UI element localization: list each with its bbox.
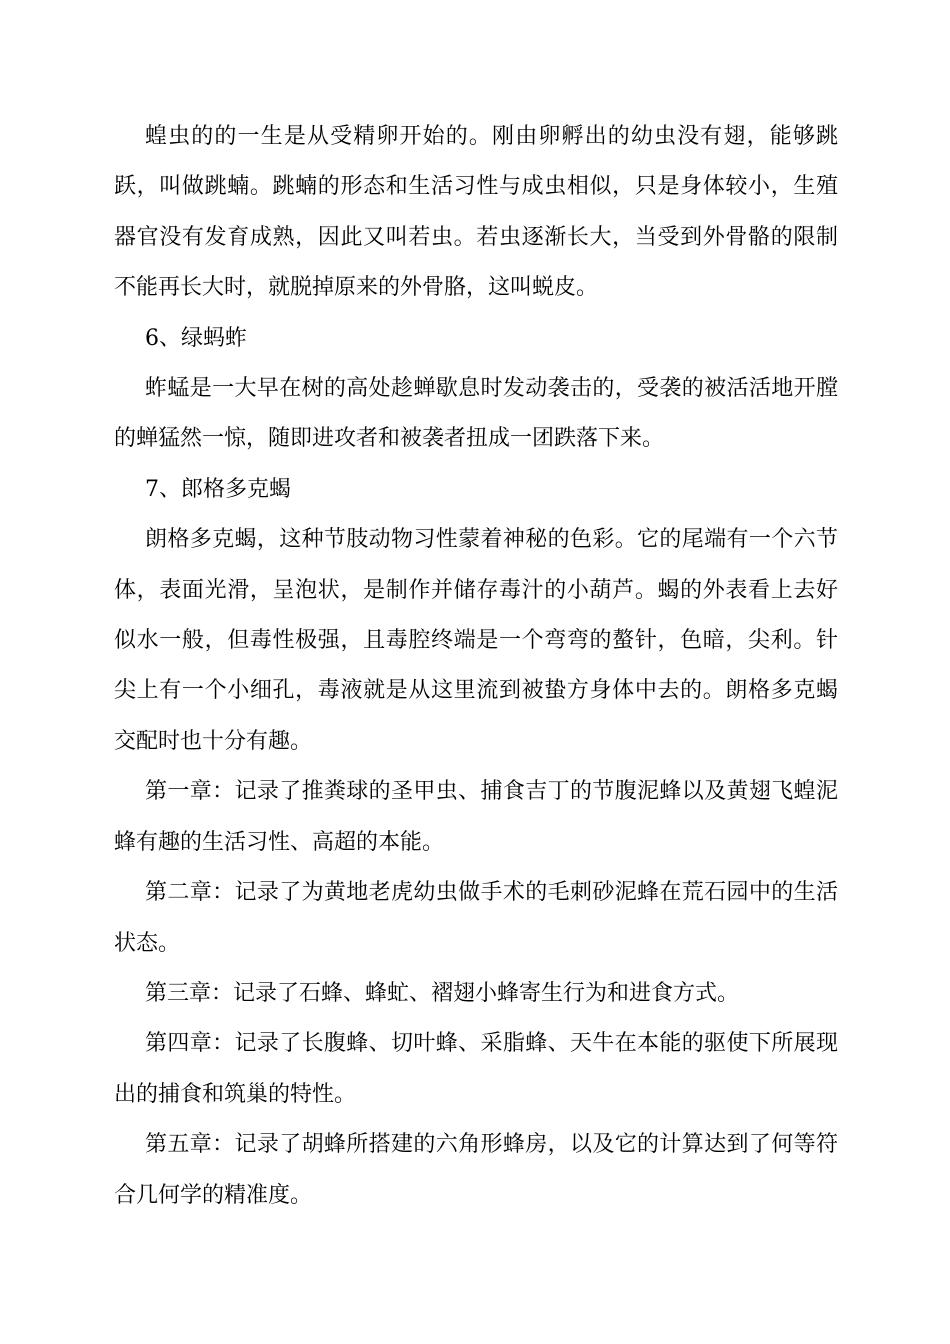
section-heading-languedoc-scorpion: 7、郎格多克蝎 xyxy=(145,476,291,502)
section-heading-green-grasshopper: 6、绿蚂蚱 xyxy=(145,325,247,351)
paragraph-chapter-two: 第二章：记录了为黄地老虎幼虫做手术的毛刺砂泥蜂在荒石园中的生活状态。 xyxy=(114,880,838,956)
paragraph-chapter-five: 第五章：记录了胡蜂所搭建的六角形蜂房，以及它的计算达到了何等符合几何学的精准度。 xyxy=(114,1132,838,1208)
paragraph-chapter-four: 第四章：记录了长腹蜂、切叶蜂、采脂蜂、天牛在本能的驱使下所展现出的捕食和筑巢的特性。 xyxy=(114,1031,838,1107)
paragraph-locust-life-cycle: 蝗虫的的一生是从受精卵开始的。刚由卵孵出的幼虫没有翅，能够跳跃，叫做跳蝻。跳蝻的形态和生活习性与成虫相似，只是身体较小，生殖器官没有发育成熟，因此又叫若虫。若虫逐渐长大，当受到外骨骼的限制不能再长大时，就脱掉原来的外骨胳，这叫蜕皮。 xyxy=(114,124,838,301)
paragraph-grasshopper-attack: 蚱蜢是一大早在树的高处趁蝉歇息时发动袭击的，受袭的被活活地开膛的蝉猛然一惊，随即进攻者和被袭者扭成一团跌落下来。 xyxy=(114,376,838,452)
paragraph-chapter-one: 第一章：记录了推粪球的圣甲虫、捕食吉丁的节腹泥蜂以及黄翅飞蝗泥蜂有趣的生活习性、高超的本能。 xyxy=(114,779,838,855)
paragraph-scorpion-description: 朗格多克蝎，这种节肢动物习性蒙着神秘的色彩。它的尾端有一个六节体，表面光滑，呈泡状，是制作并储存毒汁的小葫芦。蝎的外表看上去好似水一般，但毒性极强，且毒腔终端是一个弯弯的螯针，色暗，尖利。针尖上有一个小细孔，毒液就是从这里流到被蛰方身体中去的。朗格多克蝎交配时也十分有趣。 xyxy=(114,527,838,754)
paragraph-chapter-three: 第三章：记录了石蜂、蜂虻、褶翅小蜂寄生行为和进食方式。 xyxy=(145,980,740,1006)
document-body xyxy=(114,112,838,1221)
